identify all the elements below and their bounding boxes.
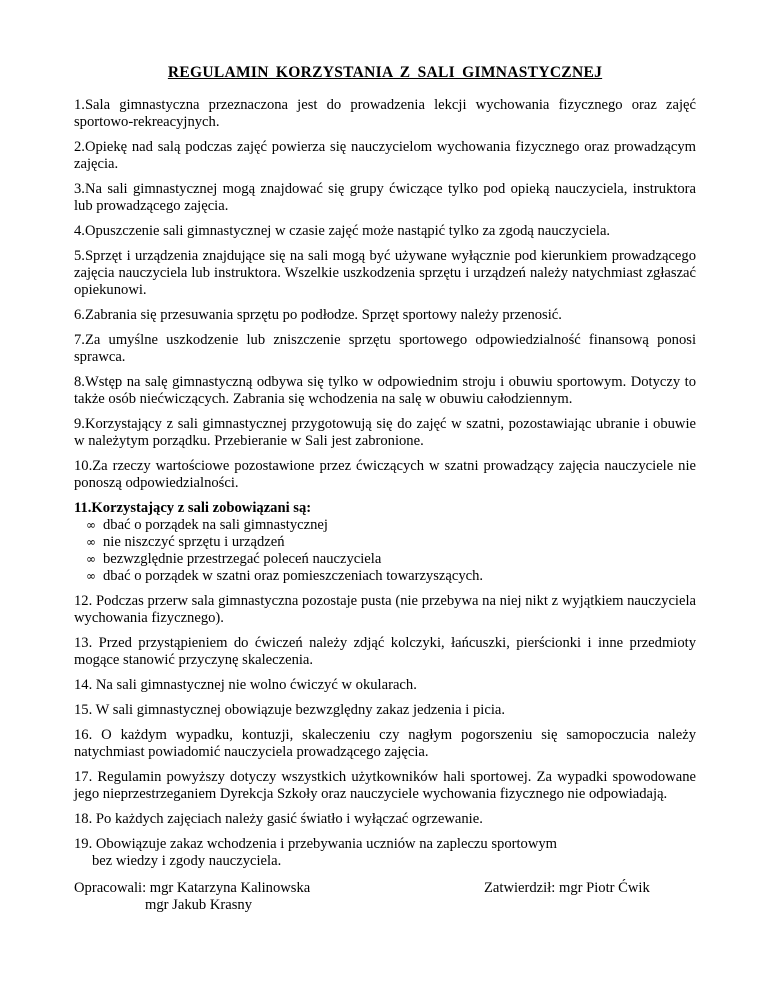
approved-by: Zatwierdził: mgr Piotr Ćwik xyxy=(484,880,650,896)
infinity-bullet-icon: ∞ xyxy=(86,552,96,566)
list-item-text: dbać o porządek na sali gimnastycznej xyxy=(103,517,328,533)
rules-section-b xyxy=(74,593,696,870)
rule-paragraph: 12. Podczas przerw sala gimnastyczna pozostaje pusta (nie przebywa na niej nikt z wyjątkiem nauczyciela wychowania fizycznego). xyxy=(74,593,696,626)
list-item-text: bezwzględnie przestrzegać poleceń nauczyciela xyxy=(103,551,382,567)
infinity-bullet-icon: ∞ xyxy=(86,535,96,549)
rule-paragraph-19 xyxy=(74,836,696,870)
infinity-bullet-icon: ∞ xyxy=(86,518,96,532)
signature-footer xyxy=(74,880,696,920)
rule-paragraph: 1.Sala gimnastyczna przeznaczona jest do prowadzenia lekcji wychowania fizycznego oraz zajęć sportowo-rekreacyjnych. xyxy=(74,97,696,130)
rule-paragraph: 8.Wstęp na salę gimnastyczną odbywa się tylko w odpowiednim stroju i obuwiu sportowym. Dotyczy to także osób niećwiczących. Zabrania się wchodzenia na salę w obuwiu całodziennym. xyxy=(74,374,696,407)
rule-paragraph: 5.Sprzęt i urządzenia znajdujące się na sali mogą być używane wyłącznie pod kierunkiem prowadzącego zajęcia nauczyciela lub instruktora. Wszelkie uszkodzenia sprzętu i urządzeń należy natychmiast zgłaszać opiekunowi. xyxy=(74,248,696,298)
list-item xyxy=(86,551,696,568)
rule-paragraph: 7.Za umyślne uszkodzenie lub zniszczenie sprzętu sportowego odpowiedzialność finansową ponosi sprawca. xyxy=(74,332,696,365)
list-item xyxy=(86,517,696,534)
rules-section-a xyxy=(74,97,696,492)
prepared-by-line-1: Opracowali: mgr Katarzyna Kalinowska xyxy=(74,880,311,896)
prepared-by-block xyxy=(74,880,310,914)
document-title: REGULAMIN KORZYSTANIA Z SALI GIMNASTYCZNEJ xyxy=(167,64,603,81)
list-item xyxy=(86,568,696,585)
rule-paragraph: 3.Na sali gimnastycznej mogą znajdować się grupy ćwiczące tylko pod opieką nauczyciela, instruktora lub prowadzącego zajęcia. xyxy=(74,181,696,214)
rule-paragraph: 16. O każdym wypadku, kontuzji, skaleczeniu czy nagłym pogorszeniu się samopoczucia należy natychmiast powiadomić nauczyciela prowadzącego zajęcia. xyxy=(74,727,696,760)
rule-paragraph: 10.Za rzeczy wartościowe pozostawione przez ćwiczących w szatni prowadzący zajęcia nauczyciele nie ponoszą odpowiedzialności. xyxy=(74,458,696,491)
rule-19-line-2: bez wiedzy i zgody nauczyciela. xyxy=(92,853,282,869)
rule-paragraph: 15. W sali gimnastycznej obowiązuje bezwzględny zakaz jedzenia i picia. xyxy=(74,702,506,718)
rule-19-line-1: 19. Obowiązuje zakaz wchodzenia i przebywania uczniów na zapleczu sportowym xyxy=(74,836,558,852)
obligations-list xyxy=(74,517,696,585)
obligations-heading: 11.Korzystający z sali zobowiązani są: xyxy=(74,500,312,516)
list-item-text: dbać o porządek w szatni oraz pomieszczeniach towarzyszących. xyxy=(103,568,484,584)
infinity-bullet-icon: ∞ xyxy=(86,569,96,583)
rule-paragraph: 13. Przed przystąpieniem do ćwiczeń należy zdjąć kolczyki, łańcuszki, pierścionki i inne przedmioty mogące stanowić przyczynę skaleczenia. xyxy=(74,635,696,668)
rule-paragraph: 9.Korzystający z sali gimnastycznej przygotowują się do zajęć w szatni, pozostawiając ubranie i obuwie w należytym porządku. Przebieranie w Sali jest zabronione. xyxy=(74,416,696,449)
rule-paragraph: 14. Na sali gimnastycznej nie wolno ćwiczyć w okularach. xyxy=(74,677,417,693)
rule-paragraph: 18. Po każdych zajęciach należy gasić światło i wyłączać ogrzewanie. xyxy=(74,811,483,827)
prepared-by-line-2: mgr Jakub Krasny xyxy=(145,897,253,913)
rule-paragraph: 2.Opiekę nad salą podczas zajęć powierza się nauczycielom wychowania fizycznego oraz prowadzącym zajęcia. xyxy=(74,139,696,172)
rule-paragraph: 6.Zabrania się przesuwania sprzętu po podłodze. Sprzęt sportowy należy przenosić. xyxy=(74,307,562,323)
rule-paragraph: 4.Opuszczenie sali gimnastycznej w czasie zajęć może nastąpić tylko za zgodą nauczyciela. xyxy=(74,223,611,239)
rule-paragraph: 17. Regulamin powyższy dotyczy wszystkich użytkowników hali sportowej. Za wypadki spowodowane jego nieprzestrzeganiem Dyrekcja Szkoły oraz nauczyciele wychowania fizycznego nie odpowiadają. xyxy=(74,769,696,802)
list-item xyxy=(86,534,696,551)
list-item-text: nie niszczyć sprzętu i urządzeń xyxy=(103,534,285,550)
